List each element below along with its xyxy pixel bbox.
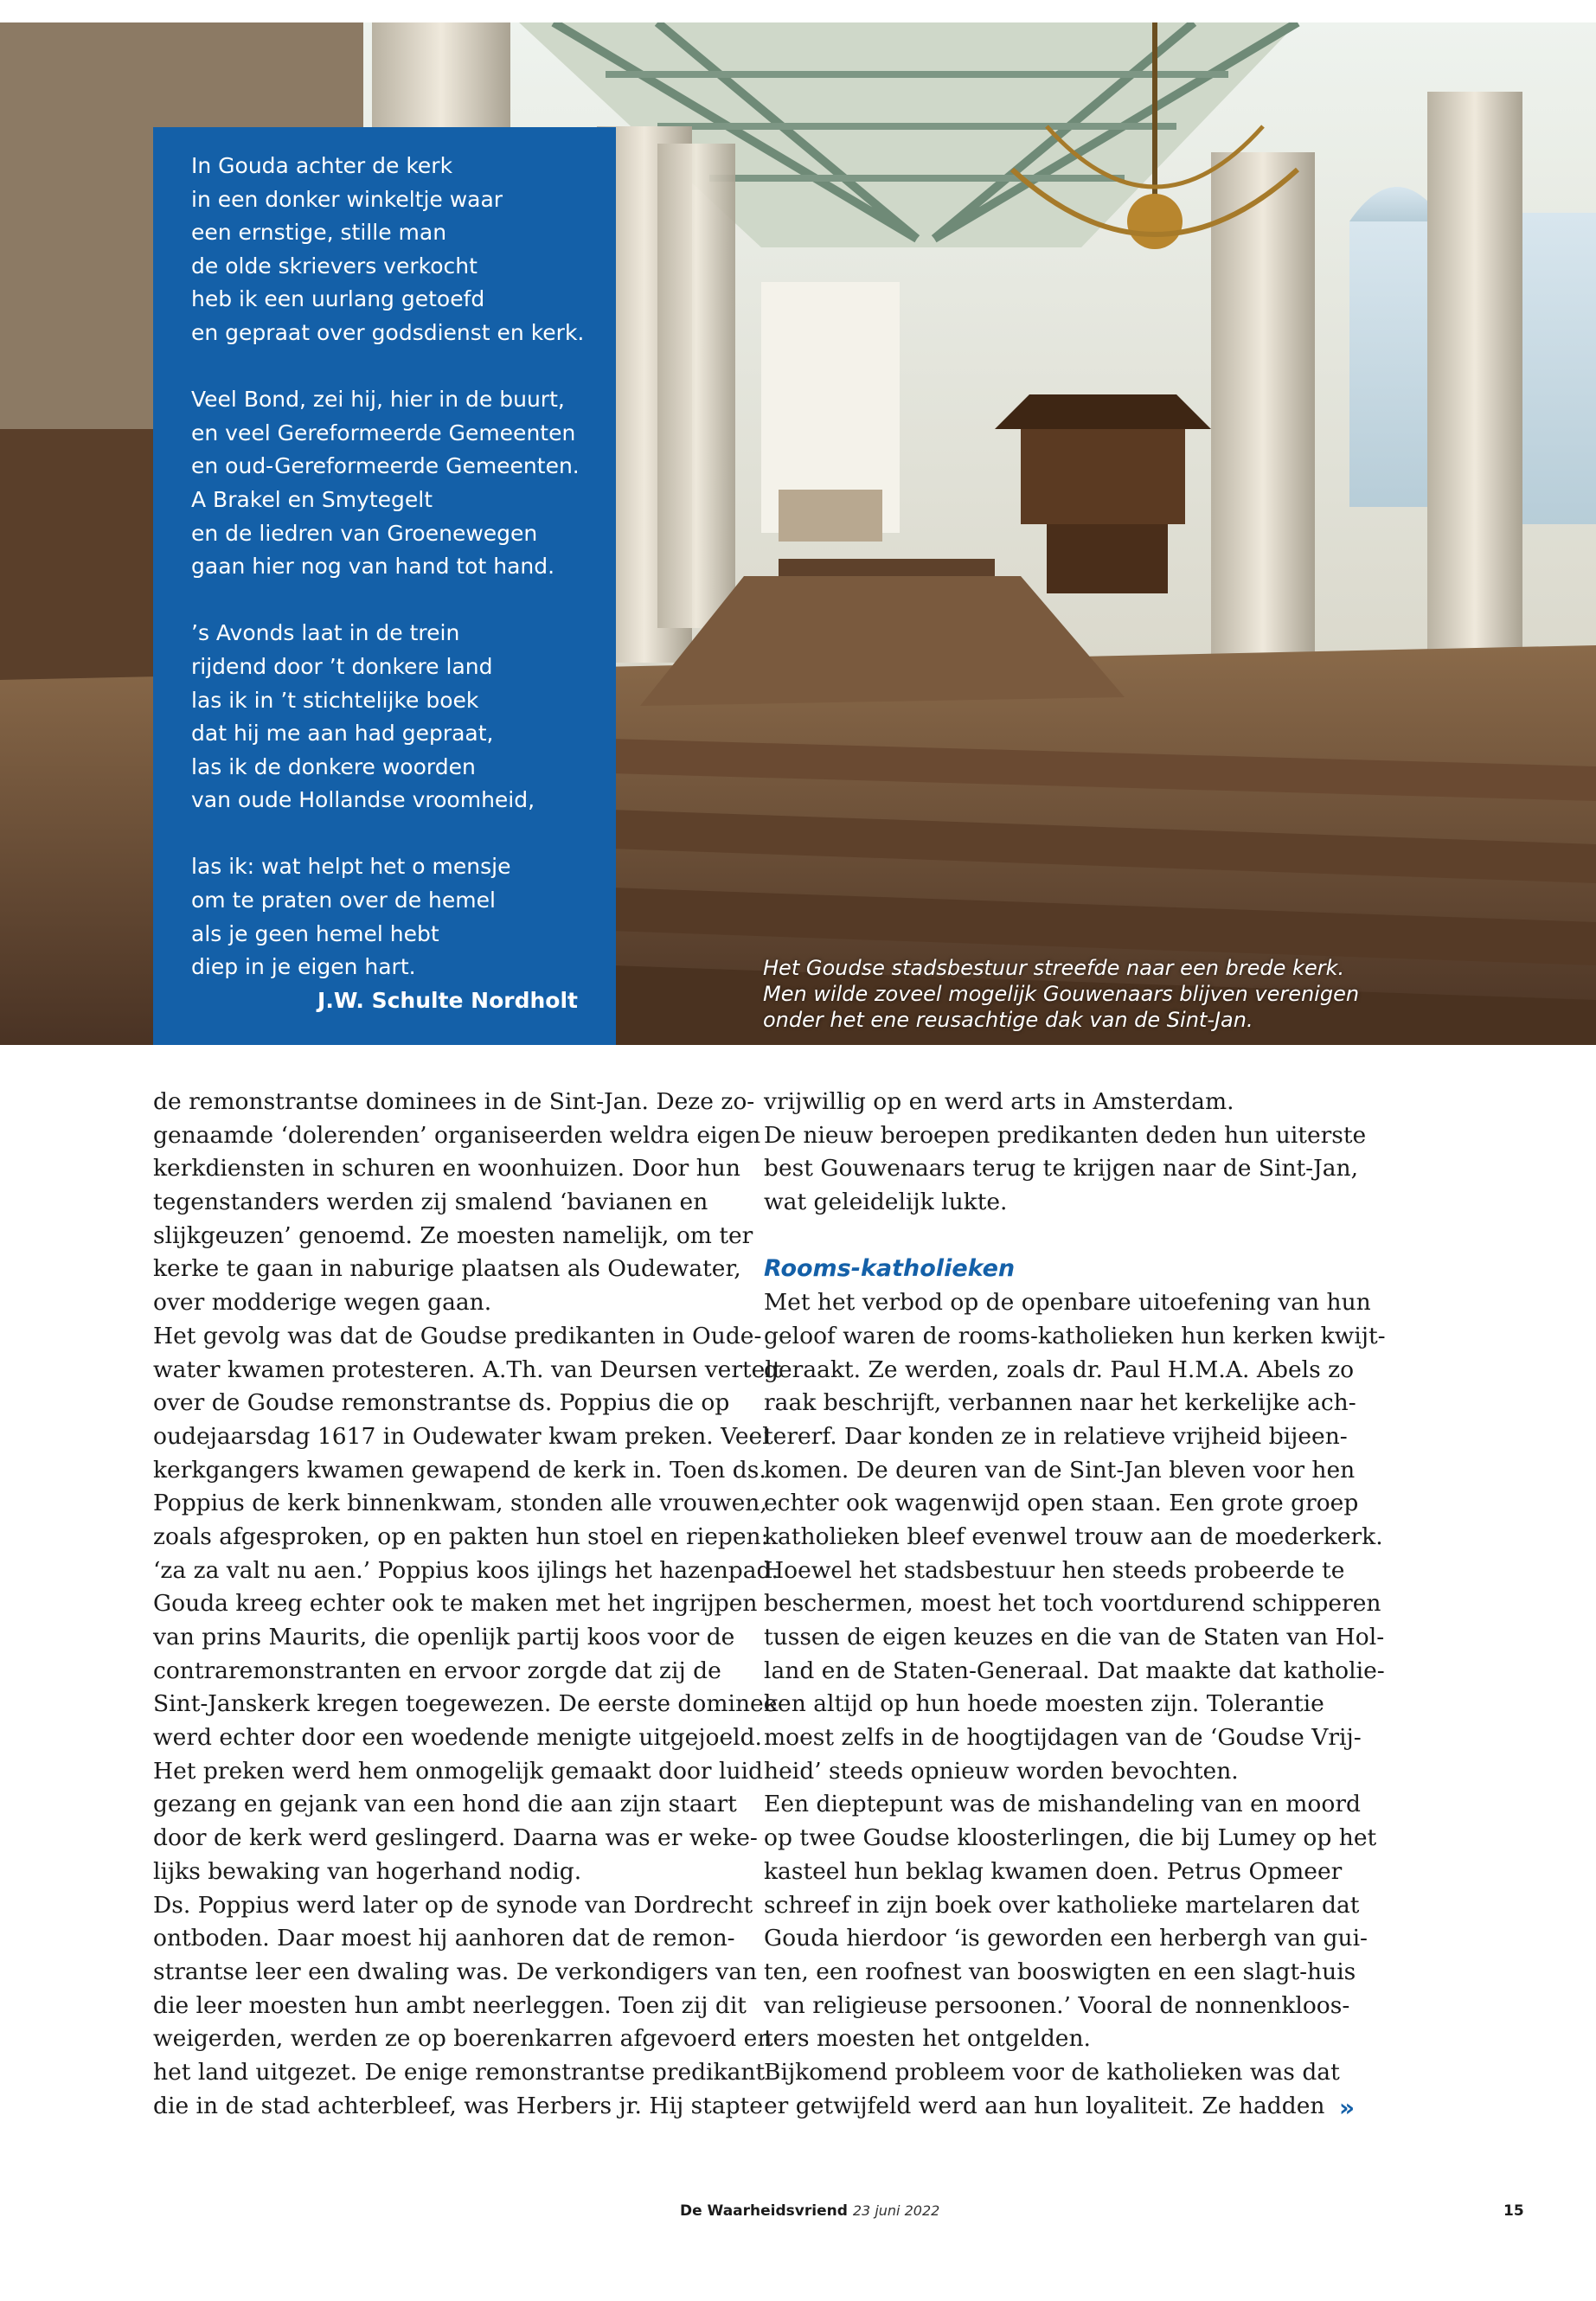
poem-line: en de liedren van Groenewegen (191, 520, 538, 546)
body-line: Het preken werd hem onmogelijk gemaakt door luid (153, 1757, 763, 1785)
page-number: 15 (1503, 2202, 1524, 2220)
body-line: beschermen, moest het toch voortdurend schipperen (764, 1590, 1381, 1618)
body-line: ‘za za valt nu aen.’ Poppius koos ijlings het hazenpad. (153, 1556, 779, 1584)
poem-line: heb ik een uurlang getoefd (191, 286, 485, 312)
body-line: de remonstrantse dominees in de Sint-Jan. Deze zo- (153, 1088, 755, 1115)
body-line: echter ook wagenwijd open staan. Een grote groep (764, 1490, 1359, 1517)
body-line: tererf. Daar konden ze in relatieve vrijheid bijeen- (764, 1422, 1348, 1450)
body-line: kasteel hun beklag kwamen doen. Petrus Opmeer (764, 1857, 1343, 1885)
poem-line: als je geen hemel hebt (191, 920, 439, 946)
body-line: kerkdiensten in schuren en woonhuizen. Door hun (153, 1155, 740, 1183)
issue-date: 23 juni 2022 (852, 2202, 940, 2219)
poem-line: In Gouda achter de kerk (191, 153, 453, 178)
body-line: ters moesten het ontgelden. (764, 2025, 1091, 2053)
body-line: Sint-Janskerk kregen toegewezen. De eerste dominee (153, 1690, 778, 1718)
body-line: Bijkomend probleem voor de katholieken was dat (764, 2058, 1340, 2086)
body-line: raak beschrijft, verbannen naar het kerkelijke ach- (764, 1389, 1356, 1417)
caption-line: Men wilde zoveel mogelijk Gouwenaars blijven verenigen (763, 982, 1360, 1006)
photo-caption (763, 955, 1368, 1033)
body-line: Gouda hierdoor ‘is geworden een herbergh van gui- (764, 1925, 1368, 1952)
body-line: strantse leer een dwaling was. De verkondigers van (153, 1958, 758, 1985)
body-line: zoals afgesproken, op en pakten hun stoel en riepen: (153, 1522, 769, 1550)
poem-line: diep in je eigen hart. (191, 954, 416, 980)
body-line: oudejaarsdag 1617 in Oudewater kwam preken. Veel (153, 1422, 770, 1450)
body-line: heid’ steeds opnieuw worden bevochten. (764, 1757, 1239, 1785)
body-line: wat geleidelijk lukte. (764, 1189, 1008, 1216)
body-line: slijkgeuzen’ genoemd. Ze moesten namelijk, om ter (153, 1221, 753, 1249)
poem-line: dat hij me aan had gepraat, (191, 721, 494, 747)
body-line: Ds. Poppius werd later op de synode van Dordrecht (153, 1891, 753, 1919)
body-line: Hoewel het stadsbestuur hen steeds probeerde te (764, 1556, 1345, 1584)
body-line: lijks bewaking van hogerhand nodig. (153, 1857, 582, 1885)
poem-line: om te praten over de hemel (191, 888, 496, 913)
body-line: best Gouwenaars terug te krijgen naar de Sint-Jan, (764, 1155, 1359, 1183)
body-line: over de Goudse remonstrantse ds. Poppius die op (153, 1389, 730, 1417)
body-line: ten, een roofnest van booswigten en een slagt-huis (764, 1958, 1356, 1985)
poem-line: de olde skrievers verkocht (191, 253, 478, 279)
body-line: op twee Goudse kloosterlingen, die bij Lumey op het (764, 1824, 1377, 1852)
body-line: contraremonstranten en ervoor zorgde dat zij de (153, 1657, 721, 1684)
body-line: Gouda kreeg echter ook te maken met het ingrijpen (153, 1590, 758, 1618)
poem-box (153, 127, 616, 1045)
body-line: Poppius de kerk binnenkwam, stonden alle vrouwen, (153, 1490, 767, 1517)
section-heading: Rooms-katholieken (764, 1255, 1016, 1283)
body-line: Een dieptepunt was de mishandeling van en moord (764, 1791, 1361, 1818)
poem-line: A Brakel en Smytegelt (191, 486, 433, 512)
body-line: tegenstanders werden zij smalend ‘bavianen en (153, 1189, 708, 1216)
body-line: schreef in zijn boek over katholieke martelaren dat (764, 1891, 1360, 1919)
poem-line: van oude Hollandse vroomheid, (191, 787, 535, 813)
body-line: geraakt. Ze werden, zoals dr. Paul H.M.A. Abels zo (764, 1356, 1355, 1383)
poem-line: een ernstige, stille man (191, 220, 447, 246)
body-line: over modderige wegen gaan. (153, 1289, 492, 1317)
body-line: werd echter door een woedende menigte uitgejoeld. (153, 1724, 762, 1752)
body-line: Met het verbod op de openbare uitoefening van hun (764, 1289, 1371, 1317)
caption-line: onder het ene reusachtige dak van de Sint-Jan. (763, 1008, 1253, 1032)
body-line: het land uitgezet. De enige remonstrantse predikant (153, 2058, 766, 2086)
poem-line: Veel Bond, zei hij, hier in de buurt, (191, 387, 565, 413)
poem-line: en oud-Gereformeerde Gemeenten. (191, 453, 580, 479)
publication-name: De Waarheidsvriend (680, 2202, 848, 2220)
body-line: katholieken bleef evenwel trouw aan de moederkerk. (764, 1522, 1383, 1550)
article-column-right (764, 1086, 1386, 2123)
poem-line: rijdend door ’t donkere land (191, 653, 493, 679)
body-line: vrijwillig op en werd arts in Amsterdam. (764, 1088, 1234, 1115)
body-line: water kwamen protesteren. A.Th. van Deursen vertelt (153, 1356, 782, 1383)
poem-line: en gepraat over godsdienst en kerk. (191, 319, 585, 345)
poem-line: las ik de donkere woorden (191, 753, 476, 779)
body-line: geloof waren de rooms-katholieken hun kerken kwijt- (764, 1322, 1386, 1349)
poem-line: en veel Gereformeerde Gemeenten (191, 420, 576, 445)
body-line: er getwijfeld werd aan hun loyaliteit. Ze hadden (764, 2092, 1325, 2119)
body-line: komen. De deuren van de Sint-Jan bleven voor hen (764, 1456, 1356, 1484)
body-line: Het gevolg was dat de Goudse predikanten in Oude- (153, 1322, 762, 1349)
body-line: tussen de eigen keuzes en die van de Staten van Hol- (764, 1624, 1385, 1650)
body-line: weigerden, werden ze op boerenkarren afgevoerd en (153, 2025, 772, 2053)
continue-arrow-icon: » (1339, 2093, 1356, 2122)
body-line: kerkgangers kwamen gewapend de kerk in. Toen ds. (153, 1456, 766, 1484)
caption-line: Het Goudse stadsbestuur streefde naar een brede kerk. (763, 956, 1345, 980)
poem-line: ’s Avonds laat in de trein (191, 620, 460, 646)
body-line: van prins Maurits, die openlijk partij koos voor de (153, 1624, 735, 1650)
body-line: gezang en gejank van een hond die aan zijn staart (153, 1791, 737, 1818)
body-line: ken altijd op hun hoede moesten zijn. Tolerantie (764, 1690, 1324, 1718)
poem-line: gaan hier nog van hand tot hand. (191, 554, 555, 580)
poem-line: in een donker winkeltje waar (191, 186, 503, 212)
footer-publication (680, 2202, 939, 2220)
body-line: genaamde ‘dolerenden’ organiseerden weldra eigen (153, 1121, 761, 1149)
body-line: moest zelfs in de hoogtijdagen van de ‘Goudse Vrij- (764, 1724, 1362, 1752)
body-line: door de kerk werd geslingerd. Daarna was er weke- (153, 1824, 758, 1852)
body-line: ontboden. Daar moest hij aanhoren dat de remon- (153, 1925, 735, 1952)
body-line: De nieuw beroepen predikanten deden hun uiterste (764, 1121, 1367, 1149)
poem-line: las ik: wat helpt het o mensje (191, 854, 511, 880)
body-line: land en de Staten-Generaal. Dat maakte dat katholie- (764, 1657, 1385, 1684)
body-line: die in de stad achterbleef, was Herbers jr. Hij stapte (153, 2092, 763, 2119)
poem-line: las ik in ’t stichtelijke boek (191, 687, 479, 713)
article-column-left (153, 1086, 782, 2123)
poem-author: J.W. Schulte Nordholt (317, 987, 578, 1013)
body-line: die leer moesten hun ambt neerleggen. Toen zij dit (153, 1991, 747, 2019)
body-line: van religieuse persoonen.’ Vooral de nonnenkloos- (764, 1991, 1350, 2019)
body-line: kerke te gaan in naburige plaatsen als Oudewater, (153, 1255, 741, 1283)
